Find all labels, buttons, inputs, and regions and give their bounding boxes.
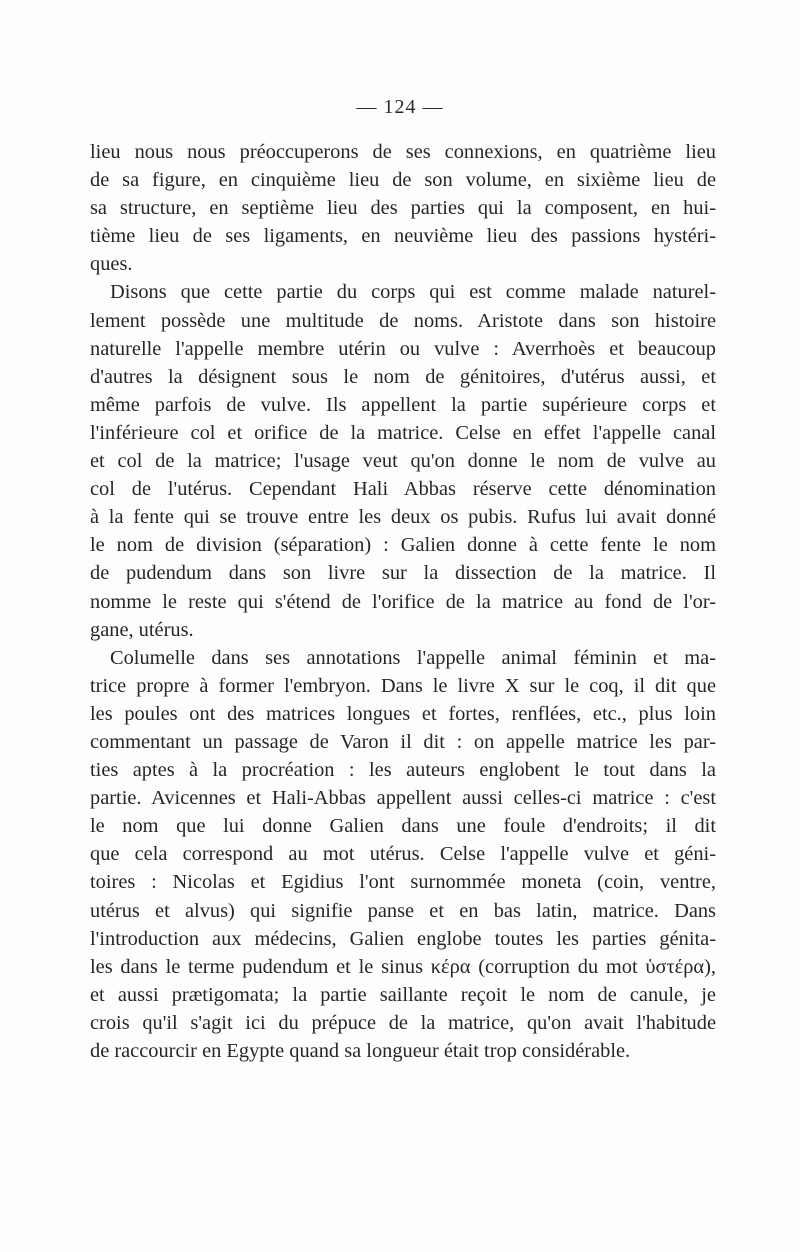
paragraph-2 [90, 278, 716, 643]
text-line: gane, utérus. [90, 618, 194, 641]
text-line: et col de la matrice; l'usage veut qu'on donne le nom de vulve au [90, 450, 716, 473]
text-line: nomme le reste qui s'étend de l'orifice de la matrice au fond de l'or- [90, 590, 716, 613]
text-line: partie. Avicennes et Hali-Abbas appellent aussi celles-ci matrice : c'est [90, 787, 716, 810]
text-line: naturelle l'appelle membre utérin ou vulve : Averrhoès et beaucoup [90, 337, 716, 360]
text-line: et aussi prætigomata; la partie saillante reçoit le nom de canule, je [90, 983, 716, 1006]
text-line: à la fente qui se trouve entre les deux os pubis. Rufus lui avait donné [90, 506, 716, 529]
text-line: de pudendum dans son livre sur la dissection de la matrice. Il [90, 562, 716, 585]
paragraph-3 [90, 644, 716, 1065]
text-line: les dans le terme pudendum et le sinus κέρα (corruption du mot ὑστέρα), [90, 955, 716, 978]
text-line: de raccourcir en Egypte quand sa longueur était trop considérable. [90, 1040, 631, 1062]
text-line: le nom que lui donne Galien dans une foule d'endroits; il dit [90, 815, 716, 838]
text-line: ques. [90, 253, 133, 276]
text-line: l'introduction aux médecins, Galien englobe toutes les parties génita- [90, 927, 716, 950]
text-line: Columelle dans ses annotations l'appelle animal féminin et ma- [110, 646, 716, 669]
text-line: Disons que cette partie du corps qui est comme malade naturel- [110, 281, 716, 304]
text-line: d'autres la désignent sous le nom de génitoires, d'utérus aussi, et [90, 365, 716, 388]
text-line: lement possède une multitude de noms. Aristote dans son histoire [90, 309, 716, 332]
text-line: le nom de division (séparation) : Galien donne à cette fente le nom [90, 534, 716, 557]
text-line: toires : Nicolas et Egidius l'ont surnommée moneta (coin, ventre, [90, 871, 716, 894]
text-line: trice propre à former l'embryon. Dans le livre X sur le coq, il dit que [90, 674, 716, 697]
text-line: tième lieu de ses ligaments, en neuvième lieu des passions hystéri- [90, 225, 716, 248]
text-line: lieu nous nous préoccuperons de ses connexions, en quatrième lieu [90, 141, 716, 163]
page-number: — 124 — [356, 96, 444, 118]
text-line: que cela correspond au mot utérus. Celse l'appelle vulve et géni- [90, 843, 716, 866]
text-line: l'inférieure col et orifice de la matrice. Celse en effet l'appelle canal [90, 421, 716, 444]
text-line: crois qu'il s'agit ici du prépuce de la matrice, qu'on avait l'habitude [90, 1011, 716, 1034]
text-line: utérus et alvus) qui signifie panse et en bas latin, matrice. Dans [90, 899, 716, 922]
text-line: les poules ont des matrices longues et fortes, renflées, etc., plus loin [90, 702, 716, 725]
text-line: même parfois de vulve. Ils appellent la partie supérieure corps et [90, 393, 716, 416]
text-line: sa structure, en septième lieu des parties qui la composent, en hui- [90, 197, 716, 220]
text-line: col de l'utérus. Cependant Hali Abbas réserve cette dénomination [90, 478, 716, 501]
text-line: ties aptes à la procréation : les auteurs englobent le tout dans la [90, 759, 716, 782]
text-line: commentant un passage de Varon il dit : on appelle matrice les par- [90, 730, 716, 753]
paragraph-1 [90, 138, 716, 278]
body-text [90, 138, 716, 1065]
text-line: de sa figure, en cinquième lieu de son volume, en sixième lieu de [90, 169, 716, 192]
